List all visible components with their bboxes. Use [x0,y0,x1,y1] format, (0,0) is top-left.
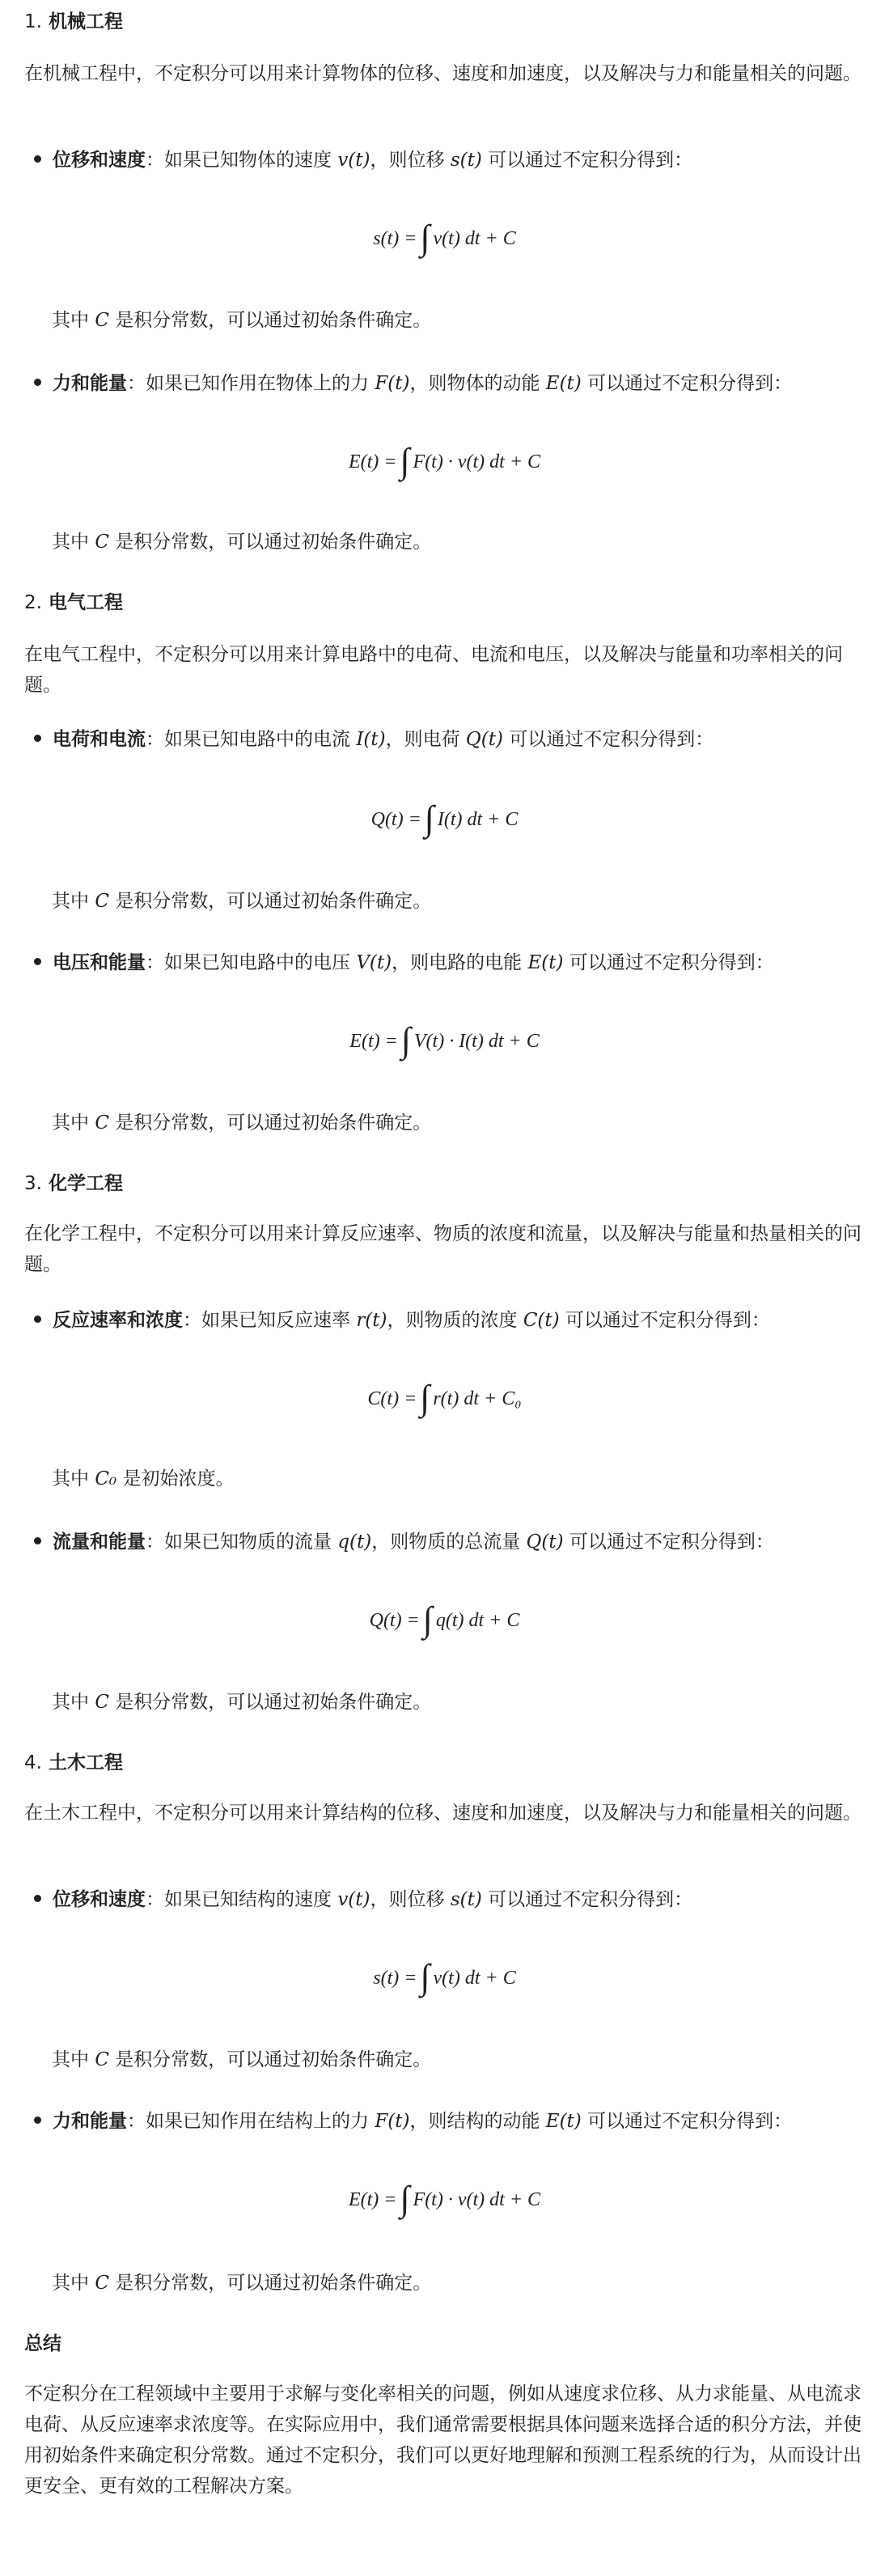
formula-lhs: C(t) = [367,1388,417,1409]
item-text: 可以通过不定积分得到： [581,373,793,394]
item-text: 可以通过不定积分得到： [502,729,714,750]
formula [0,1953,889,2002]
note [52,1689,431,1715]
note [52,307,431,333]
formula-body: q(t) dt + C [435,1610,520,1631]
formula-body: v(t) dt + C [433,228,516,249]
integral-sign: ∫ [420,218,430,257]
item-label: 电压和能量 [53,952,146,973]
note [52,1110,431,1136]
section-title: 机械工程 [48,11,123,32]
math-var: C [95,2273,109,2294]
math-var: v(t) [337,150,370,171]
formula-lhs: E(t) = [348,451,397,472]
item-text: ：如果已知作用在结构上的力 [127,2111,375,2132]
item-text: 可以通过不定积分得到： [481,150,693,171]
formula-lhs: E(t) = [348,2189,397,2210]
math-var: V(t) [356,952,392,973]
item-text: ，则结构的动能 [409,2111,546,2132]
section-intro: 在机械工程中，不定积分可以用来计算物体的位移、速度和加速度，以及解决与力和能量相关的问题。 [24,63,861,84]
formula-body: F(t) · v(t) dt + C [413,451,541,472]
math-var: r(t) [356,1310,387,1331]
bullet-icon [34,958,41,965]
note [52,529,431,555]
item-text: 可以通过不定积分得到： [563,1532,774,1553]
item-text: 可以通过不定积分得到： [481,1889,693,1910]
item-text: ：如果已知反应速率 [183,1310,357,1331]
note-text: 是初始浓度。 [116,1468,235,1489]
section-number: 1. [24,11,42,32]
formula-body: r(t) dt + C₀ [433,1388,522,1409]
formula-body: I(t) dt + C [437,809,519,830]
item-text: 可以通过不定积分得到： [581,2111,793,2132]
summary-heading: 总结 [24,2333,61,2354]
math-var: s(t) [450,150,482,171]
integral-sign: ∫ [420,1957,430,1997]
item-text: 可以通过不定积分得到： [559,1310,770,1331]
note [52,1466,234,1492]
integral-sign: ∫ [400,2179,410,2218]
note-text: 其中 [52,1112,95,1133]
bullet-icon [34,379,41,386]
note-text: 其中 [52,310,95,331]
item-label: 力和能量 [53,373,127,394]
bullet-icon [34,1316,41,1323]
item-text: ，则物质的浓度 [387,1310,523,1331]
formula-body: v(t) dt + C [433,1968,516,1989]
note-text: 其中 [52,532,95,553]
item-text: ：如果已知作用在物体上的力 [127,373,375,394]
integral-sign: ∫ [400,441,410,481]
integral-sign: ∫ [420,1378,430,1417]
math-var: E(t) [545,2111,582,2132]
note [52,2270,431,2296]
math-var: F(t) [375,373,410,394]
formula [0,214,889,263]
math-var: E(t) [545,373,582,394]
note-text: 是积分常数，可以通过初始条件确定。 [108,1112,432,1133]
list-item [34,727,713,752]
integral-sign: ∫ [422,1599,433,1639]
item-text: ：如果已知物体的速度 [146,150,338,171]
note [52,888,431,914]
math-var: C [95,891,109,912]
formula [0,1374,889,1423]
math-var: E(t) [527,952,564,973]
item-text: ，则物质的总流量 [371,1532,527,1553]
note-text: 是积分常数，可以通过初始条件确定。 [108,1692,432,1713]
bullet-icon [34,2116,41,2124]
formula [0,1016,889,1066]
math-var: C [95,2049,109,2070]
formula-body: F(t) · v(t) dt + C [413,2189,541,2210]
list-item [34,1307,770,1333]
item-text: 可以通过不定积分得到： [563,952,774,973]
item-label: 力和能量 [53,2111,127,2132]
formula-body: V(t) · I(t) dt + C [413,1031,540,1052]
math-var: v(t) [337,1889,370,1910]
formula [0,2175,889,2224]
note-text: 其中 [52,1692,95,1713]
math-var: Q(t) [465,729,503,750]
list-item [34,147,692,173]
item-text: ，则电路的电能 [392,952,528,973]
formula-lhs: Q(t) = [370,809,421,830]
item-text: ，则位移 [370,1889,451,1910]
section-intro: 在土木工程中，不定积分可以用来计算结构的位移、速度和加速度，以及解决与力和能量相关的问题。 [24,1803,861,1824]
bullet-icon [34,1537,41,1544]
section-title: 电气工程 [48,592,123,613]
formula-lhs: Q(t) = [369,1610,420,1631]
item-text: ：如果已知电路中的电压 [146,952,357,973]
item-text: ：如果已知物质的流量 [146,1532,338,1553]
section-title: 化学工程 [48,1173,123,1194]
bullet-icon [34,735,41,742]
list-item [34,1529,774,1555]
formula [0,794,889,844]
note-text: 是积分常数，可以通过初始条件确定。 [108,891,432,912]
integral-sign: ∫ [400,1020,411,1060]
formula [0,1595,889,1645]
formula-lhs: s(t) = [373,1968,417,1989]
math-var: C(t) [523,1310,560,1331]
section-number: 4. [24,1752,42,1773]
math-var: F(t) [375,2111,410,2132]
math-var: C [95,310,109,331]
math-var: C₀ [95,1468,117,1489]
item-text: ，则电荷 [385,729,466,750]
bullet-icon [34,1895,41,1902]
formula-lhs: E(t) = [349,1031,398,1052]
note-text: 其中 [52,2049,95,2070]
note-text: 其中 [52,1468,95,1489]
note-text: 是积分常数，可以通过初始条件确定。 [108,2273,432,2294]
math-var: C [95,532,109,553]
math-var: q(t) [337,1532,372,1553]
item-label: 位移和速度 [53,1889,146,1910]
math-var: Q(t) [526,1532,564,1553]
note-text: 是积分常数，可以通过初始条件确定。 [108,2049,432,2070]
bullet-icon [34,155,41,163]
math-var: s(t) [450,1889,482,1910]
item-text: ：如果已知电路中的电流 [146,729,357,750]
list-item [34,2108,792,2134]
item-text: ：如果已知结构的速度 [146,1889,338,1910]
formula-lhs: s(t) = [373,228,417,249]
section-heading [24,10,123,34]
formula [0,437,889,486]
list-item [34,371,792,396]
section-intro: 在电气工程中，不定积分可以用来计算电路中的电荷、电流和电压，以及解决与能量和功率相关的问题。 [24,644,843,696]
item-label: 电荷和电流 [53,729,146,750]
item-label: 流量和能量 [53,1532,146,1553]
section-number: 2. [24,592,42,613]
note [52,2047,431,2073]
note-text: 其中 [52,891,95,912]
section-heading [24,1171,123,1196]
section-title: 土木工程 [48,1752,123,1773]
summary-text: 不定积分在工程领域中主要用于求解与变化率相关的问题，例如从速度求位移、从力求能量、从电流求电荷、从反应速率求浓度等。在实际应用中，我们通常需要根据具体问题来选择合适的积分方法，并使用初始条件来确定积分常数。通过不定积分，我们可以更好地理解和预测工程系统的行为，从而设计出更安全、更有效的工程解决方案。 [24,2383,861,2497]
list-item [34,1887,692,1913]
item-text: ，则位移 [370,150,451,171]
list-item [34,950,774,976]
note-text: 是积分常数，可以通过初始条件确定。 [108,310,432,331]
integral-sign: ∫ [424,799,434,838]
section-number: 3. [24,1173,42,1194]
math-var: C [95,1692,109,1713]
note-text: 是积分常数，可以通过初始条件确定。 [108,532,432,553]
section-intro: 在化学工程中，不定积分可以用来计算反应速率、物质的浓度和流量，以及解决与能量和热量相关的问题。 [24,1223,861,1275]
item-text: ，则物体的动能 [409,373,546,394]
math-var: C [95,1112,109,1133]
math-var: I(t) [356,729,386,750]
section-heading [24,591,123,615]
item-label: 位移和速度 [53,150,146,171]
section-heading [24,1751,123,1775]
note-text: 其中 [52,2273,95,2294]
item-label: 反应速率和浓度 [53,1310,183,1331]
